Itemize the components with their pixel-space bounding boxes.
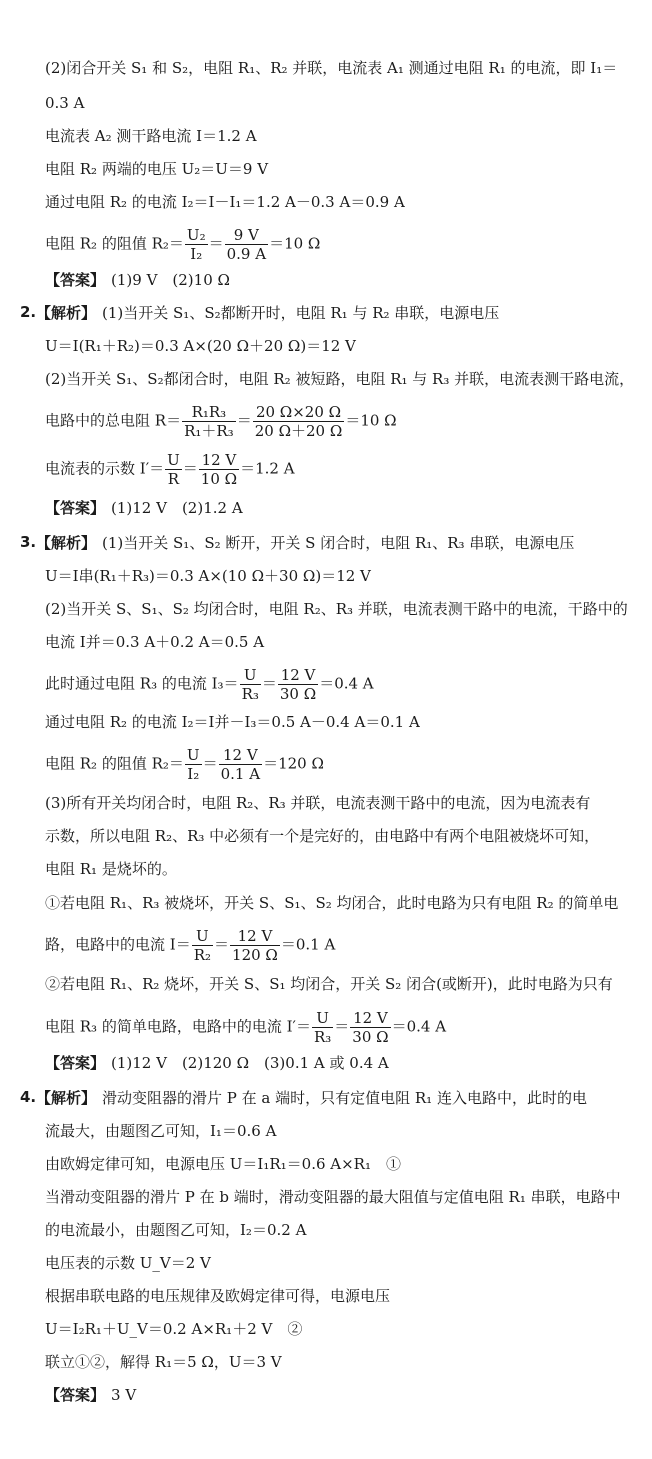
fraction-numerator: 12 V	[230, 927, 280, 946]
text-line	[45, 974, 613, 994]
fraction-denominator: R₃	[241, 685, 259, 703]
answer-label: 【答案】	[45, 1386, 106, 1404]
text-run: 的电流最小，由题图乙可知，I₂＝0.2 A	[45, 1221, 307, 1239]
fraction-numerator: R₁R₃	[182, 403, 236, 422]
fraction-denominator: R₁＋R₃	[184, 422, 234, 440]
text-run: 滑动变阻器的滑片 P 在 a 端时，只有定值电阻 R₁ 连入电路中，此时的电	[102, 1089, 587, 1107]
text-line	[45, 1154, 401, 1174]
text-line	[45, 599, 628, 619]
text-line	[45, 1121, 276, 1141]
text-line	[45, 93, 84, 113]
text-run: ＝	[261, 674, 277, 693]
text-line	[45, 859, 177, 879]
text-run: (2)当开关 S、S₁、S₂ 均闭合时，电阻 R₂、R₃ 并联，电流表测干路中的电流，干路中的	[45, 600, 628, 618]
text-run: ＝10 Ω	[345, 411, 397, 430]
text-run: ＝	[214, 935, 230, 954]
text-run: 电阻 R₂ 的阻值 R₂＝	[45, 754, 184, 773]
text-run: ＝	[334, 1017, 350, 1036]
text-run: 电阻 R₂ 的阻值 R₂＝	[45, 234, 184, 253]
text-line	[36, 303, 499, 323]
text-run: 联立①②，解得 R₁＝5 Ω，U＝3 V	[45, 1353, 282, 1371]
text-line	[45, 1352, 282, 1372]
fraction	[240, 666, 261, 703]
text-line	[45, 226, 320, 263]
text-line	[45, 712, 420, 732]
text-run: (1)12 V (2)120 Ω (3)0.1 A 或 0.4 A	[111, 1054, 389, 1072]
text-run: (1)当开关 S₁、S₂ 断开，开关 S 闭合时，电阻 R₁、R₃ 串联，电源电压	[102, 534, 575, 552]
text-line	[45, 369, 634, 389]
text-run: 通过电阻 R₂ 的电流 I₂＝I并－I₃＝0.5 A－0.4 A＝0.1 A	[45, 713, 420, 731]
fraction-numerator: 20 Ω×20 Ω	[253, 403, 345, 422]
text-run: ＝120 Ω	[263, 754, 324, 773]
text-line	[45, 1286, 390, 1306]
text-run: 电压表的示数 U_V＝2 V	[45, 1254, 211, 1272]
analysis-label: 【解析】	[36, 304, 97, 322]
text-run: (2)闭合开关 S₁ 和 S₂，电阻 R₁、R₂ 并联，电流表 A₁ 测通过电阻 R₁ 的电流，即 I₁＝	[45, 59, 618, 77]
text-run: ＝0.1 A	[280, 935, 336, 954]
answer-label: 【答案】	[45, 1054, 106, 1072]
text-line	[45, 403, 397, 440]
text-line	[45, 793, 590, 813]
text-run: ＝	[236, 411, 252, 430]
text-run: 电阻 R₂ 两端的电压 U₂＝U＝9 V	[45, 160, 269, 178]
text-run: (3)所有开关均闭合时，电阻 R₂、R₃ 并联，电流表测干路中的电流，因为电流表有	[45, 794, 591, 812]
text-run: 通过电阻 R₂ 的电流 I₂＝I－I₁＝1.2 A－0.3 A＝0.9 A	[45, 193, 405, 211]
text-line	[45, 336, 356, 356]
fraction-numerator: U	[186, 746, 200, 764]
text-run: 电流 I并＝0.3 A＋0.2 A＝0.5 A	[45, 633, 265, 651]
text-run: 流最大，由题图乙可知，I₁＝0.6 A	[45, 1122, 277, 1140]
fraction	[165, 451, 182, 488]
fraction	[278, 666, 318, 703]
fraction	[225, 226, 268, 263]
fraction-denominator: R	[167, 470, 180, 488]
text-run: ＝	[208, 234, 224, 253]
fraction	[253, 403, 345, 440]
fraction-numerator: 9 V	[225, 226, 268, 245]
text-line	[45, 270, 230, 290]
fraction-numerator: U	[167, 451, 180, 469]
fraction-numerator: U	[240, 666, 261, 685]
text-run: (1)9 V (2)10 Ω	[111, 271, 230, 289]
text-line	[36, 533, 574, 553]
text-run: (1)12 V (2)1.2 A	[111, 499, 243, 517]
analysis-label: 【解析】	[36, 1089, 97, 1107]
text-line	[45, 632, 264, 652]
text-run: ＝	[182, 459, 198, 478]
text-line	[45, 1385, 136, 1405]
answer-label: 【答案】	[45, 271, 106, 289]
text-run: 电阻 R₃ 的简单电路，电路中的电流 I′＝	[45, 1017, 311, 1036]
text-run: U＝I₂R₁＋U_V＝0.2 A×R₁＋2 V ②	[45, 1320, 303, 1338]
text-line	[45, 1220, 306, 1240]
fraction	[230, 927, 280, 964]
fraction	[185, 226, 208, 263]
text-line	[45, 746, 324, 783]
question-number: 4.	[20, 1088, 37, 1106]
text-line	[45, 498, 243, 518]
text-run: ②若电阻 R₁、R₂ 烧坏，开关 S、S₁ 均闭合，开关 S₂ 闭合(或断开)，此时电路为只有	[45, 975, 613, 993]
fraction-numerator: 12 V	[199, 451, 239, 470]
fraction	[219, 746, 262, 783]
text-line	[45, 126, 257, 146]
analysis-label: 【解析】	[36, 534, 97, 552]
fraction-numerator: U	[312, 1009, 333, 1028]
text-run: ①若电阻 R₁、R₃ 被烧坏，开关 S、S₁、S₂ 均闭合，此时电路为只有电阻 R₂ 的简单电	[45, 894, 619, 912]
text-line	[45, 192, 405, 212]
fraction-denominator: R₂	[193, 946, 212, 964]
text-line	[45, 1253, 211, 1273]
fraction-denominator: 0.1 A	[220, 765, 261, 783]
text-line	[45, 566, 371, 586]
fraction-denominator: I₂	[187, 765, 200, 783]
text-line	[36, 1088, 587, 1108]
text-run: 0.3 A	[45, 94, 85, 112]
fraction	[192, 927, 213, 964]
text-run: 电流表 A₂ 测干路电流 I＝1.2 A	[45, 127, 257, 145]
text-run: 此时通过电阻 R₃ 的电流 I₃＝	[45, 674, 239, 693]
fraction-denominator: 0.9 A	[226, 245, 267, 263]
text-line	[45, 1319, 302, 1339]
text-run: ＝0.4 A	[319, 674, 374, 693]
text-run: U＝I串(R₁＋R₃)＝0.3 A×(10 Ω＋30 Ω)＝12 V	[45, 567, 371, 585]
text-run: (2)当开关 S₁、S₂都闭合时，电阻 R₂ 被短路，电阻 R₁ 与 R₃ 并联，电流表测干路电流，	[45, 370, 635, 388]
text-run: U＝I(R₁＋R₂)＝0.3 A×(20 Ω＋20 Ω)＝12 V	[45, 337, 356, 355]
answer-label: 【答案】	[45, 499, 106, 517]
fraction-numerator: 12 V	[350, 1009, 390, 1028]
fraction	[185, 746, 202, 783]
fraction-numerator: 12 V	[219, 746, 262, 765]
text-run: ＝	[202, 754, 218, 773]
text-run: 3 V	[111, 1386, 137, 1404]
text-run: 由欧姆定律可知，电源电压 U＝I₁R₁＝0.6 A×R₁ ①	[45, 1155, 401, 1173]
fraction-numerator: U₂	[186, 226, 206, 244]
fraction-denominator: 30 Ω	[279, 685, 317, 703]
text-run: 电阻 R₁ 是烧坏的。	[45, 860, 177, 878]
text-run: ＝1.2 A	[240, 459, 295, 478]
question-number: 3.	[20, 533, 37, 551]
text-line	[45, 58, 617, 78]
text-line	[45, 666, 374, 703]
text-run: (1)当开关 S₁、S₂都断开时，电阻 R₁ 与 R₂ 串联，电源电压	[102, 304, 500, 322]
text-line	[45, 826, 599, 846]
text-line	[45, 893, 618, 913]
text-run: 路，电路中的电流 I＝	[45, 935, 191, 954]
text-run: 示数，所以电阻 R₂、R₃ 中必须有一个是完好的，由电路中有两个电阻被烧坏可知，	[45, 827, 600, 845]
fraction	[312, 1009, 333, 1046]
fraction	[199, 451, 239, 488]
fraction-denominator: R₃	[313, 1028, 332, 1046]
fraction	[182, 403, 236, 440]
text-line	[45, 1009, 446, 1046]
fraction	[350, 1009, 390, 1046]
fraction-denominator: 30 Ω	[352, 1028, 389, 1046]
text-line	[45, 451, 295, 488]
text-line	[45, 1053, 389, 1073]
text-line	[45, 1187, 621, 1207]
fraction-denominator: 120 Ω	[232, 946, 278, 964]
fraction-denominator: I₂	[190, 245, 203, 263]
text-line	[45, 159, 268, 179]
question-number: 2.	[20, 303, 37, 321]
fraction-numerator: U	[192, 927, 213, 946]
text-run: 根据串联电路的电压规律及欧姆定律可得，电源电压	[45, 1287, 391, 1305]
fraction-denominator: 10 Ω	[200, 470, 238, 488]
fraction-denominator: 20 Ω＋20 Ω	[254, 422, 343, 440]
fraction-numerator: 12 V	[278, 666, 318, 685]
text-run: ＝10 Ω	[269, 234, 321, 253]
text-run: ＝0.4 A	[391, 1017, 447, 1036]
text-line	[45, 927, 335, 964]
text-run: 电流表的示数 I′＝	[45, 459, 165, 478]
text-run: 电路中的总电阻 R＝	[45, 411, 182, 430]
text-run: 当滑动变阻器的滑片 P 在 b 端时，滑动变阻器的最大阻值与定值电阻 R₁ 串联，电路中	[45, 1188, 621, 1206]
